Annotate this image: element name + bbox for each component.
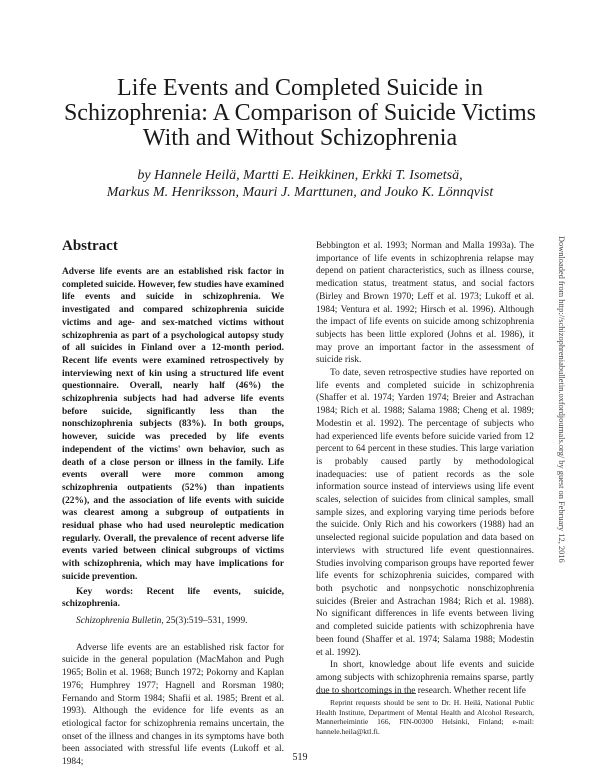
title-line: With and Without Schizophrenia	[142, 125, 458, 151]
author-line: by Hannele Heilä, Martti E. Heikkinen, Erkki T. Isometsä,	[137, 168, 463, 183]
download-watermark: Downloaded from http://schizophreniabulletin.oxfordjournals.org/ by guest on February 12, 2016	[557, 236, 566, 563]
keywords: Key words: Recent life events, suicide, schizophrenia.	[62, 586, 284, 610]
citation-journal: Schizophrenia Bulletin,	[76, 615, 164, 626]
body-paragraph: In short, knowledge about life events and suicide among subjects with schizophrenia remains sparse, partly due to shortcomings in the research. Whether recent life	[316, 660, 534, 696]
left-column	[62, 266, 284, 769]
body-paragraph: To date, seven retrospective studies have reported on life events and completed suicide in schizophrenia (Shaffer et al. 1974; Yarden 1974; Breier and Astrachan 1984; Rich et al. 1988; Salama 1988; Cheng et al. 1989; Modestin et al. 1992). The percentage of subjects who had experienced life events before suicide varied from 12 percent to 64 percent in these studies. This large variation is probably caused partly by methodological inadequacies: use of patient records as the sole information source instead of interviews using life event scales, selection of suicides from clinical samples, small sample sizes, and exploring varying time periods before the suicide. Only Rich and his coworkers (1988) had an unselected regional suicide population and data based on interviews with structured life event questionnaires. Studies involving comparison groups have reported fewer life events for schizophrenia suicides, compared with both psychotic and nonpsychotic nonschizophrenia suicides (Breier and Astrachan 1984; Rich et al. 1988). No significant differences in life events between living and completed suicide patients with schizophrenia have been found (Shaffer et al. 1974; Salama 1988; Modestin et al. 1992).	[316, 368, 534, 658]
title-line: Schizophrenia: A Comparison of Suicide Victims	[63, 100, 537, 126]
page-number: 519	[292, 752, 308, 763]
title-line: Life Events and Completed Suicide in	[117, 75, 483, 101]
reprint-footnote: Reprint requests should be sent to Dr. H. Heilä, National Public Health Institute, Department of Mental Health and Alcohol Research, Mannerheimintie 166, FIN-00300 Helsinki, Finland; e-mail: hannele.heila@ktl.fi.	[316, 698, 534, 736]
body-paragraph: Bebbington et al. 1993; Norman and Malla 1993a). The importance of life events in schizophrenia relapse may depend on patient characteristics, such as illness course, medication status, treatment status, and social factors (Birley and Brown 1970; Leff et al. 1973; Lukoff et al. 1984; Ventura et al. 1992; Hirsch et al. 1996). Although the impact of life events on suicide among schizophrenia subjects has been little explored (Johns et al. 1986), it may prove an important factor in the assessment of suicide risk.	[316, 241, 534, 366]
body-paragraph: Adverse life events are an established risk factor for suicide in the general population (MacMahon and Pugh 1965; Bolin et al. 1968; Bunch 1972; Pokorny and Kaplan 1976; Humphrey 1977; Hagnell and Rorsman 1980; Fernando and Storm 1984; Shafii et al. 1985; Brent et al. 1993). Although the evidence for life events as an etiological factor for schizophrenia remains uncertain, the onset of the illness and changes in its symptoms have both been associated with stressful life events (Lukoff et al. 1984;	[62, 642, 284, 768]
right-column	[316, 240, 534, 697]
citation-volume: 25(3):519–531, 1999.	[166, 615, 248, 626]
article-title	[60, 76, 540, 151]
abstract-text: Adverse life events are an established risk factor in completed suicide. However, few studies have examined life events and suicide in schizophrenia. We investigated and compared schizophrenia suicide victims and age- and sex-matched victims without schizophrenia as part of a psychological autopsy study of all suicides in Finland over a 12-month period. Recent life events were examined retrospectively by interviewing next of kin using a structured life event questionnaire. Overall, nearly half (46%) the schizophrenia subjects had had adverse life events before suicide, significantly less than the nonschizophrenia subjects (83%). In both groups, however, suicide was preceded by life events independent of the victims' own behavior, such as death of a close person or illness in the family. Life events overall were more common among schizophrenia outpatients (52%) than inpatients (22%), and the association of life events with suicide was clearest among a subgroup of outpatients in residual phase who had used neuroleptic medication regularly. Overall, the prevalence of recent adverse life events varied between clinical subgroups of victims with schizophrenia, which may have implications for suicide prevention.	[62, 267, 284, 582]
citation	[62, 615, 284, 628]
footnote-divider	[316, 693, 416, 694]
author-list	[60, 167, 540, 201]
author-line: Markus M. Henriksson, Mauri J. Marttunen, and Jouko K. Lönnqvist	[106, 185, 494, 200]
abstract-heading: Abstract	[62, 238, 118, 254]
